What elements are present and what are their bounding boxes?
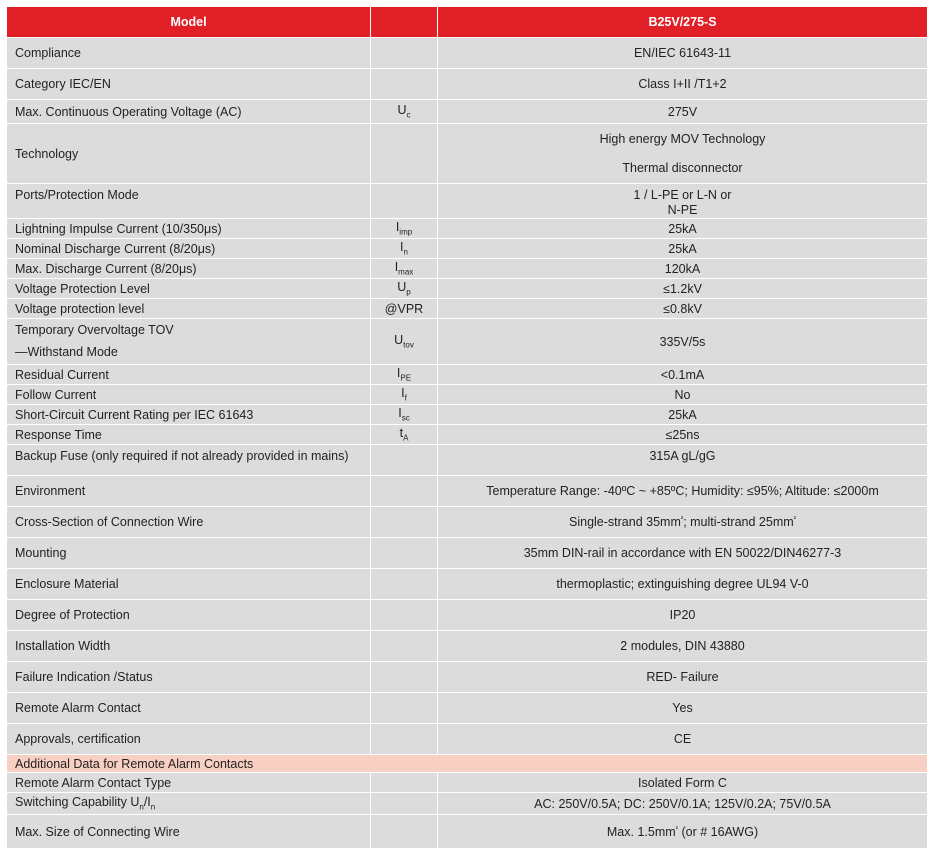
- table-row: [7, 815, 928, 849]
- param-label: Cross-Section of Connection Wire: [7, 507, 371, 538]
- param-symbol: [371, 219, 438, 239]
- param-symbol: [371, 662, 438, 693]
- value-line: Thermal disconnector: [622, 160, 743, 175]
- param-label: Follow Current: [7, 385, 371, 405]
- symbol-main: I: [398, 406, 402, 421]
- param-symbol: [371, 365, 438, 385]
- table-header-row: [7, 7, 928, 38]
- param-value: AC: 250V/0.5A; DC: 250V/0.1A; 125V/0.2A; 75V/0.5A: [438, 793, 928, 815]
- symbol-main: I: [401, 386, 405, 401]
- param-symbol: [371, 600, 438, 631]
- param-symbol: [371, 507, 438, 538]
- param-symbol: [371, 815, 438, 849]
- symbol-main: I: [400, 240, 404, 255]
- symbol-main: I: [394, 260, 399, 275]
- symbol-sub: c: [406, 110, 411, 120]
- param-label: Installation Width: [7, 631, 371, 662]
- param-label: Degree of Protection: [7, 600, 371, 631]
- param-value: thermoplastic; extinguishing degree UL94 V-0: [438, 569, 928, 600]
- param-label: Voltage Protection Level: [7, 279, 371, 299]
- param-value: 2 modules, DIN 43880: [438, 631, 928, 662]
- table-row: [7, 100, 928, 124]
- param-value: 335V/5s: [438, 319, 928, 365]
- spec-table: [6, 6, 928, 849]
- param-symbol: @VPR: [371, 299, 438, 319]
- param-label: Short-Circuit Current Rating per IEC 61643: [7, 405, 371, 425]
- value-line: 1 / L-PE or L-N or: [633, 188, 732, 202]
- param-symbol: [371, 124, 438, 184]
- param-label: Remote Alarm Contact: [7, 693, 371, 724]
- table-row: [7, 124, 928, 184]
- symbol-sub: tov: [403, 340, 414, 350]
- value-sup: ²: [675, 825, 678, 833]
- param-symbol: [371, 631, 438, 662]
- param-label: Backup Fuse (only required if not already provided in mains): [7, 445, 371, 476]
- table-row: [7, 662, 928, 693]
- param-sub: n: [139, 802, 144, 812]
- symbol-sub: n: [403, 247, 408, 257]
- param-symbol: [371, 69, 438, 100]
- param-value: 25kA: [438, 219, 928, 239]
- header-symbol: [371, 7, 438, 38]
- param-value: ≤1.2kV: [438, 279, 928, 299]
- symbol-sub: imp: [399, 227, 413, 237]
- param-symbol: [371, 476, 438, 507]
- table-row: [7, 507, 928, 538]
- param-label: Approvals, certification: [7, 724, 371, 755]
- param-label: Remote Alarm Contact Type: [7, 773, 371, 793]
- param-symbol: [371, 38, 438, 69]
- table-row: [7, 693, 928, 724]
- param-value: ≤25ns: [438, 425, 928, 445]
- value-sup: ²: [793, 515, 796, 523]
- table-row: [7, 476, 928, 507]
- param-value: No: [438, 385, 928, 405]
- value-text: ; multi-strand 25mm: [683, 515, 794, 529]
- value-text: Single-strand 35mm: [569, 515, 681, 529]
- param-label: Lightning Impulse Current (10/350μs): [7, 219, 371, 239]
- param-value: IP20: [438, 600, 928, 631]
- table-row: [7, 184, 928, 219]
- param-value: [438, 507, 928, 538]
- param-value: CE: [438, 724, 928, 755]
- param-symbol: [371, 279, 438, 299]
- param-symbol: [371, 693, 438, 724]
- param-label: Ports/Protection Mode: [7, 184, 371, 219]
- table-row: [7, 219, 928, 239]
- param-symbol: [371, 793, 438, 815]
- param-label: Compliance: [7, 38, 371, 69]
- param-label: Voltage protection level: [7, 299, 371, 319]
- value-text: Max. 1.5mm: [606, 824, 676, 839]
- param-label: [7, 319, 371, 365]
- param-value: [438, 184, 928, 219]
- param-value: 120kA: [438, 259, 928, 279]
- table-row: [7, 425, 928, 445]
- param-symbol: [371, 184, 438, 219]
- param-symbol: [371, 724, 438, 755]
- param-label: Max. Continuous Operating Voltage (AC): [7, 100, 371, 124]
- symbol-sub: f: [404, 393, 407, 403]
- table-row: [7, 569, 928, 600]
- param-value: 35mm DIN-rail in accordance with EN 50022/DIN46277-3: [438, 538, 928, 569]
- param-symbol: [371, 445, 438, 476]
- param-value: 275V: [438, 100, 928, 124]
- table-row: [7, 365, 928, 385]
- param-symbol: [371, 773, 438, 793]
- param-sub: n: [150, 802, 156, 812]
- param-text: Switching Capability U: [15, 795, 140, 810]
- table-row: [7, 405, 928, 425]
- param-value: 315A gL/gG: [438, 445, 928, 476]
- param-symbol: [371, 569, 438, 600]
- param-value: Temperature Range: -40ºC ~ +85ºC; Humidity: ≤95%; Altitude: ≤2000m: [438, 476, 928, 507]
- param-value: Yes: [438, 693, 928, 724]
- table-row: [7, 279, 928, 299]
- header-param: Model: [7, 7, 371, 38]
- param-value: Class I+II /T1+2: [438, 69, 928, 100]
- param-label: Category IEC/EN: [7, 69, 371, 100]
- param-value: Isolated Form C: [438, 773, 928, 793]
- param-label: Residual Current: [7, 365, 371, 385]
- symbol-sub: A: [403, 433, 409, 443]
- param-line: —Withstand Mode: [15, 345, 118, 359]
- table-row: [7, 69, 928, 100]
- param-label: Max. Size of Connecting Wire: [7, 815, 371, 849]
- table-row: [7, 724, 928, 755]
- param-value: <0.1mA: [438, 365, 928, 385]
- value-line: N-PE: [667, 203, 698, 217]
- param-text: /I: [143, 795, 151, 810]
- table-row: [7, 239, 928, 259]
- symbol-main: U: [394, 333, 404, 348]
- param-label: Response Time: [7, 425, 371, 445]
- table-row: [7, 793, 928, 815]
- param-label: Technology: [7, 124, 371, 184]
- table-row: [7, 319, 928, 365]
- table-row: [7, 299, 928, 319]
- table-row: [7, 538, 928, 569]
- param-symbol: [371, 100, 438, 124]
- param-label: Failure Indication /Status: [7, 662, 371, 693]
- param-label: Environment: [7, 476, 371, 507]
- param-line: Temporary Overvoltage TOV: [15, 323, 174, 337]
- value-text: (or # 16AWG): [678, 824, 759, 839]
- param-symbol: [371, 239, 438, 259]
- param-label: Max. Discharge Current (8/20μs): [7, 259, 371, 279]
- param-value: EN/IEC 61643-11: [438, 38, 928, 69]
- table-row: [7, 445, 928, 476]
- param-label: Enclosure Material: [7, 569, 371, 600]
- param-symbol: [371, 385, 438, 405]
- param-symbol: [371, 319, 438, 365]
- param-symbol: [371, 538, 438, 569]
- param-value: [438, 124, 928, 184]
- table-row: [7, 385, 928, 405]
- param-value: RED- Failure: [438, 662, 928, 693]
- header-model-value: B25V/275-S: [438, 7, 928, 38]
- symbol-sub: sc: [401, 413, 410, 423]
- symbol-main: U: [397, 280, 407, 295]
- param-label: [7, 793, 371, 815]
- param-label: Mounting: [7, 538, 371, 569]
- symbol-main: t: [399, 426, 404, 441]
- symbol-sub: p: [406, 287, 411, 297]
- table-row: [7, 600, 928, 631]
- symbol-main: I: [395, 220, 400, 235]
- section-header-row: [7, 755, 928, 773]
- value-line: High energy MOV Technology: [599, 131, 766, 146]
- table-row: [7, 631, 928, 662]
- param-symbol: [371, 259, 438, 279]
- section-title: Additional Data for Remote Alarm Contacts: [7, 755, 928, 773]
- param-value: 25kA: [438, 239, 928, 259]
- param-value: 25kA: [438, 405, 928, 425]
- symbol-main: I: [396, 366, 401, 381]
- param-symbol: [371, 425, 438, 445]
- symbol-main: U: [397, 103, 407, 118]
- table-row: [7, 38, 928, 69]
- symbol-sub: max: [398, 267, 414, 277]
- param-value: [438, 815, 928, 849]
- symbol-sub: PE: [400, 373, 412, 383]
- param-symbol: [371, 405, 438, 425]
- param-label: Nominal Discharge Current (8/20μs): [7, 239, 371, 259]
- table-row: [7, 773, 928, 793]
- param-value: ≤0.8kV: [438, 299, 928, 319]
- value-sup: ²: [680, 515, 684, 523]
- table-row: [7, 259, 928, 279]
